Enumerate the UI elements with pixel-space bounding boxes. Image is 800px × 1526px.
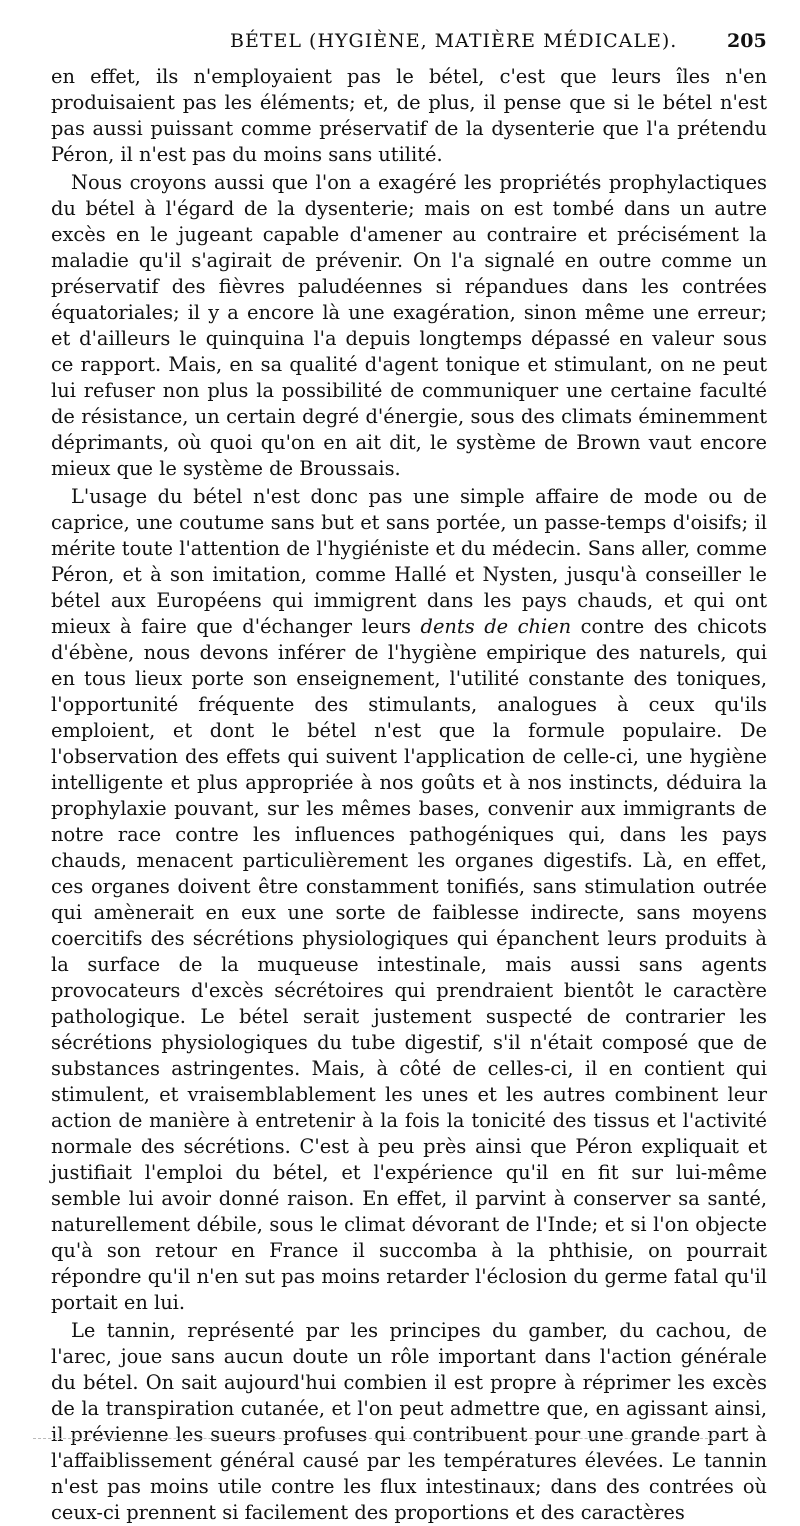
paragraph bbox=[51, 64, 767, 168]
italic-phrase: dents de chien bbox=[420, 615, 572, 638]
paragraph-text: Le tannin, représenté par les principes du gamber, du cachou, de l'arec, joue sans aucun doute un rôle important dans l'action générale du bétel. On sait aujourd'hui combien il est propre à réprimer les excès de la transpiration cutanée, et l'on peut admettre que, en agissant ainsi, il prévienne les sueurs profuses qui contribuent pour une grande part à l'affaiblissement général causé par les températures élevées. Le tannin n'est pas moins utile contre les flux intestinaux; dans des contrées où ceux-ci prennent si facilement des proportions et des caractères bbox=[51, 1319, 767, 1524]
running-head bbox=[0, 28, 800, 58]
footer-rule bbox=[33, 1438, 723, 1439]
paragraph bbox=[51, 484, 767, 1316]
paragraph bbox=[51, 1318, 767, 1526]
body-text bbox=[51, 64, 767, 1526]
paragraph-text: contre des chicots d'ébène, nous devons inférer de l'hygiène empirique des naturels, qui en tous lieux porte son enseignement, l'utilité constante des toniques, l'opportunité fréquente des stimulants, analogues à ceux qu'ils emploient, et dont le bétel n'est que la formule populaire. De l'observation des effets qui suivent l'application de celle-ci, une hygiène intelligente et plus appropriée à nos goûts et à nos instincts, déduira la prophylaxie pouvant, sur les mêmes bases, convenir aux immigrants de notre race contre les influences pathogéniques qui, dans les pays chauds, menacent particulièrement les organes digestifs. Là, en effet, ces organes doivent être constamment tonifiés, sans stimulation outrée qui amènerait en eux une sorte de faiblesse indirecte, sans moyens coercitifs des sécrétions physiologiques qui épanchent leurs produits à la surface de la muqueuse intestinale, mais aussi sans agents provocateurs d'excès sécrétoires qui prendraient bientôt le caractère pathologique. Le bétel serait justement suspecté de contrarier les sécrétions physiologiques du tube digestif, s'il n'était composé que de substances astringentes. Mais, à côté de celles-ci, il en contient qui stimulent, et vraisemblablement les unes et les autres combinent leur action de manière à entretenir à la fois la tonicité des tissus et l'activité normale des sécrétions. C'est à peu près ainsi que Péron expliquait et justifiait l'emploi du bétel, et l'expérience qu'il en fit sur lui-même semble lui avoir donné raison. En effet, il parvint à conserver sa santé, naturellement débile, sous le climat dévorant de l'Inde; et si l'on objecte qu'à son retour en France il succomba à la phthisie, on pourrait répondre qu'il n'en sut pas moins retarder l'éclosion du germe fatal qu'il portait en lui. bbox=[51, 615, 767, 1314]
paragraph-text: en effet, ils n'employaient pas le bétel, c'est que leurs îles n'en produisaient pas les éléments; et, de plus, il pense que si le bétel n'est pas aussi puissant comme préservatif de la dysenterie que l'a prétendu Péron, il n'est pas du moins sans utilité. bbox=[51, 65, 767, 166]
paragraph bbox=[51, 170, 767, 482]
paragraph-text: L'usage du bétel n'est donc pas une simple affaire de mode ou de caprice, une coutume sans but et sans portée, un passe-temps d'oisifs; il mérite toute l'attention de l'hygiéniste et du médecin. Sans aller, comme Péron, et à son imitation, comme Hallé et Nysten, jusqu'à conseiller le bétel aux Européens qui immigrent dans les pays chauds, et qui ont mieux à faire que d'échanger leurs bbox=[51, 485, 767, 638]
page-number: 205 bbox=[727, 30, 767, 52]
running-head-title: BÉTEL (HYGIÈNE, MATIÈRE MÉDICALE). bbox=[230, 30, 678, 52]
paragraph-text: Nous croyons aussi que l'on a exagéré les propriétés prophylactiques du bétel à l'égard de la dysenterie; mais on est tombé dans un autre excès en le jugeant capable d'amener au contraire et précisément la maladie qu'il s'agirait de prévenir. On l'a signalé en outre comme un préservatif des fièvres paludéennes si répandues dans les contrées équatoriales; il y a encore là une exagération, sinon même une erreur; et d'ailleurs le quinquina l'a depuis longtemps dépassé en valeur sous ce rapport. Mais, en sa qualité d'agent tonique et stimulant, on ne peut lui refuser non plus la possibilité de communiquer une certaine faculté de résistance, un certain degré d'énergie, sous des climats éminemment déprimants, où quoi qu'on en ait dit, le système de Brown vaut encore mieux que le système de Broussais. bbox=[51, 171, 767, 480]
